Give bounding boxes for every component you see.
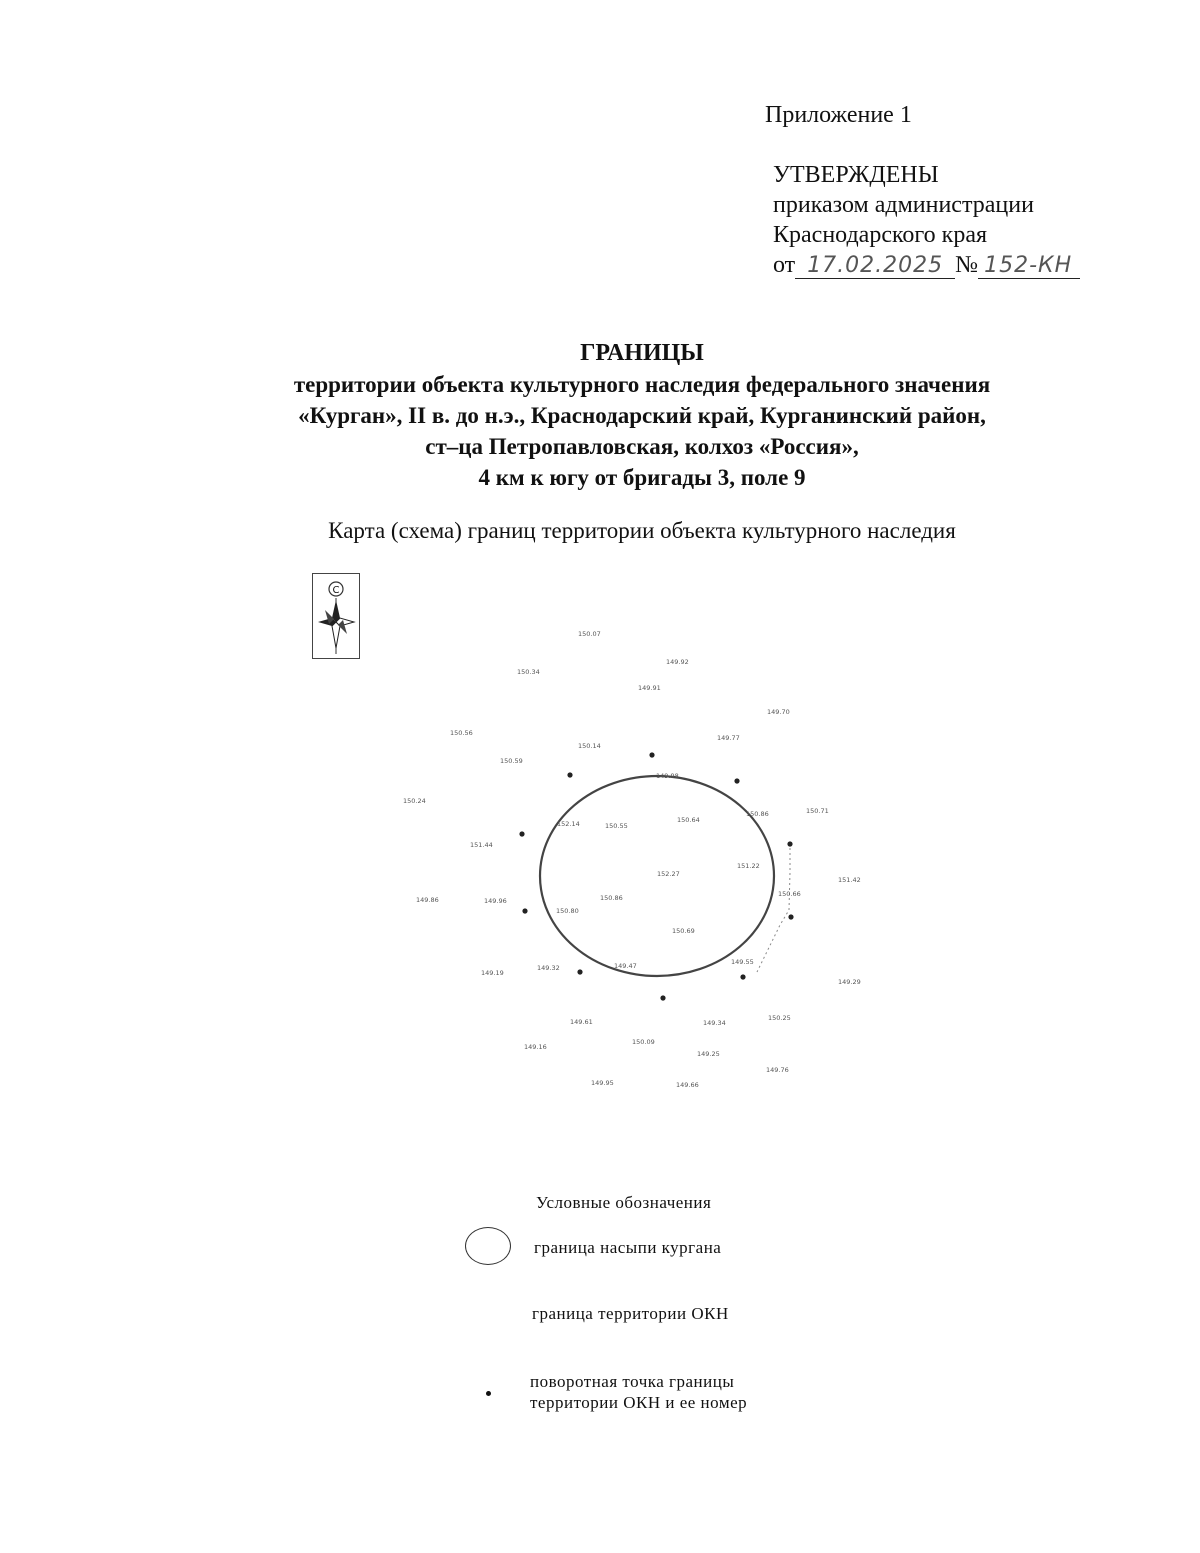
spot-height-label: 149.55 [731,958,754,966]
spot-height-label: 152.27 [657,870,680,878]
spot-height-label: 149.91 [638,684,661,692]
turning-point-1 [649,752,654,757]
appendix-label: Приложение 1 [765,102,912,128]
spot-height-label: 152.14 [557,820,580,828]
turning-point-6 [522,908,527,913]
spot-height-label: 150.80 [556,907,579,915]
dot-icon [486,1391,491,1396]
spot-height-label: 149.16 [524,1043,547,1051]
turning-point-2 [567,772,572,777]
order-number: 152-КН [978,254,1080,279]
spot-height-label: 150.64 [677,816,700,824]
spot-height-label: 150.34 [517,668,540,676]
legend-title: Условные обозначения [536,1193,712,1212]
title-line-3: ст–ца Петропавловская, колхоз «Россия», [425,434,859,459]
spot-height-label: 150.59 [500,757,523,765]
map-subtitle: Карта (схема) границ территории объекта культурного наследия [328,518,956,543]
spot-height-label: 149.86 [416,896,439,904]
approved-line-1: приказом администрации [773,192,1034,218]
legend-item-turning-point: поворотная точка границы территории ОКН и ее номер [530,1372,748,1412]
legend-item-mound-boundary: граница насыпи кургана [534,1238,722,1257]
spot-height-label: 149.32 [537,964,560,972]
spot-height-label: 150.56 [450,729,473,737]
spot-height-label: 149.77 [717,734,740,742]
legend-item-territory-boundary: граница территории ОКН [532,1304,729,1323]
order-number-label: № [955,252,979,278]
ring-icon [465,1227,511,1265]
title-line-1: территории объекта культурного наследия федерального значения [293,372,991,397]
spot-height-label: 149.70 [767,708,790,716]
approved-heading: УТВЕРЖДЕНЫ [773,162,939,188]
spot-height-label: 150.86 [746,810,769,818]
order-date: 17.02.2025 [795,254,955,279]
spot-height-label: 149.66 [676,1081,699,1089]
spot-height-label: 149.92 [666,658,689,666]
turning-point-8 [577,969,582,974]
spot-height-label: 150.69 [672,927,695,935]
spot-height-label: 151.22 [737,862,760,870]
spot-height-label: 149.61 [570,1018,593,1026]
spot-height-label: 150.25 [768,1014,791,1022]
order-from-label: от [773,252,796,278]
spot-height-label: 149.98 [656,772,679,780]
compass-north-letter: С [332,585,340,596]
turning-point-9 [740,974,745,979]
spot-height-label: 149.96 [484,897,507,905]
turning-point-4 [519,831,524,836]
spot-height-label: 150.24 [403,797,426,805]
spot-height-label: 149.29 [838,978,861,986]
turning-point-3 [734,778,739,783]
spot-height-label: 150.86 [600,894,623,902]
spot-height-label: 149.76 [766,1066,789,1074]
spot-height-label: 151.44 [470,841,493,849]
turning-point-10 [660,995,665,1000]
spot-height-label: 151.42 [838,876,861,884]
title-line-4: 4 км к югу от бригады 3, поле 9 [478,465,806,490]
turning-point-7 [788,914,793,919]
spot-height-label: 150.09 [632,1038,655,1046]
title-line-2: «Курган», II в. до н.э., Краснодарский край, Курганинский район, [298,403,986,428]
spot-height-label: 149.25 [697,1050,720,1058]
spot-height-label: 149.34 [703,1019,726,1027]
spot-height-label: 150.14 [578,742,601,750]
spot-height-label: 150.66 [778,890,801,898]
spot-height-label: 150.71 [806,807,829,815]
spot-height-label: 150.07 [578,630,601,638]
title-heading: ГРАНИЦЫ [580,340,704,366]
spot-height-label: 149.47 [614,962,637,970]
spot-heights [403,630,861,1089]
spot-height-label: 149.19 [481,969,504,977]
turning-point-5 [787,841,792,846]
spot-height-label: 149.95 [591,1079,614,1087]
approved-line-2: Краснодарского края [773,222,988,248]
spot-height-label: 150.55 [605,822,628,830]
